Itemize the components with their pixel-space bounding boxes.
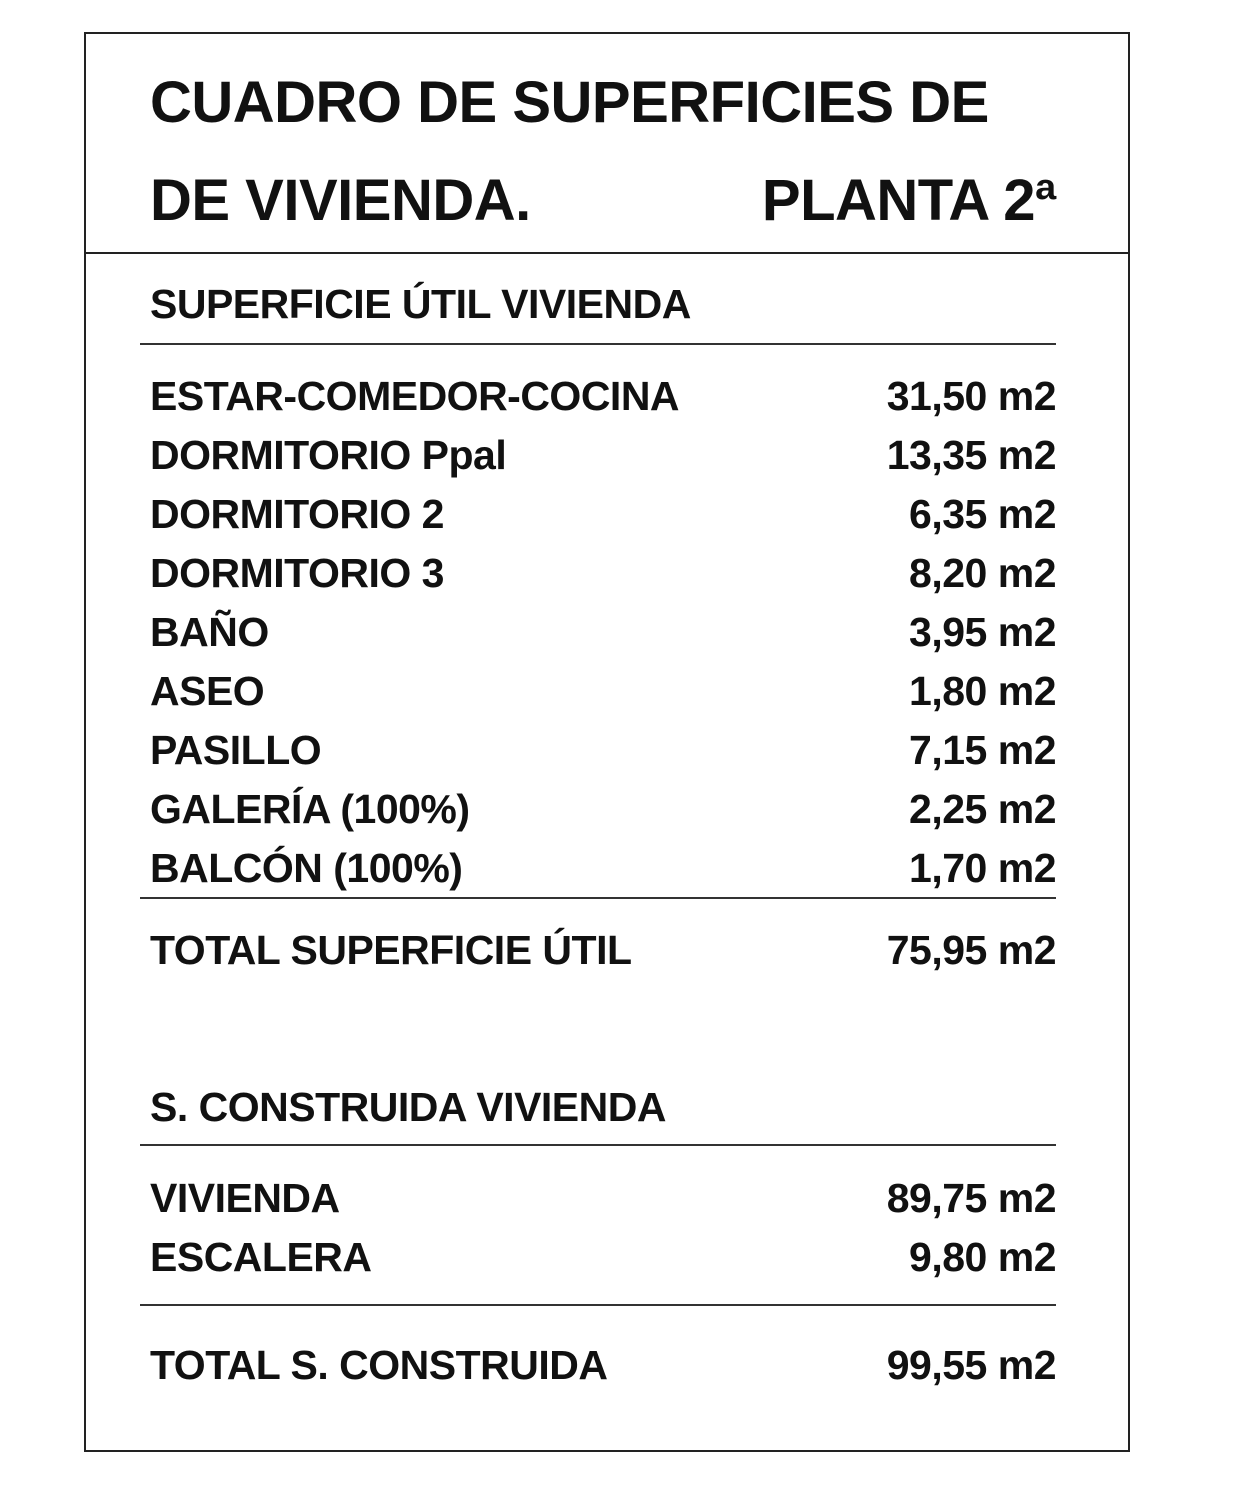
table-row <box>150 786 1056 833</box>
row-label: GALERÍA (100%) <box>150 786 470 832</box>
row-label: DORMITORIO Ppal <box>150 432 507 478</box>
total-label: TOTAL S. CONSTRUIDA <box>150 1342 608 1388</box>
title-floor-label: PLANTA 2ª <box>761 168 1056 233</box>
row-value: 3,95 m2 <box>909 609 1056 655</box>
row-value: 9,80 m2 <box>909 1234 1056 1280</box>
table-title-line-1: CUADRO DE SUPERFICIES DE <box>150 70 989 135</box>
row-value: 2,25 m2 <box>909 786 1056 832</box>
table-row <box>150 668 1056 715</box>
row-value: 1,70 m2 <box>909 845 1056 891</box>
total-value: 75,95 m2 <box>886 927 1056 973</box>
row-label: DORMITORIO 3 <box>150 550 444 596</box>
row-label: ASEO <box>150 668 265 714</box>
row-label: DORMITORIO 2 <box>150 491 444 537</box>
row-label: PASILLO <box>150 727 322 773</box>
row-value: 89,75 m2 <box>886 1175 1056 1221</box>
construida-section-heading: S. CONSTRUIDA VIVIENDA <box>150 1084 666 1130</box>
row-label: ESTAR-COMEDOR-COCINA <box>150 373 680 419</box>
table-row <box>150 373 1056 420</box>
util-total-rule <box>140 897 1056 899</box>
table-row <box>150 491 1056 538</box>
row-label: VIVIENDA <box>150 1175 340 1221</box>
table-row <box>150 845 1056 892</box>
total-value: 99,55 m2 <box>886 1342 1056 1388</box>
table-row <box>150 550 1056 597</box>
row-label: BAÑO <box>150 609 269 655</box>
row-label: BALCÓN (100%) <box>150 845 463 891</box>
table-row <box>150 727 1056 774</box>
table-title-line-2 <box>150 168 1056 233</box>
row-value: 1,80 m2 <box>909 668 1056 714</box>
row-label: ESCALERA <box>150 1234 372 1280</box>
row-value: 31,50 m2 <box>886 373 1056 419</box>
construida-heading-rule <box>140 1144 1056 1146</box>
title-dwelling-label: DE VIVIENDA. <box>150 168 531 233</box>
row-value: 6,35 m2 <box>909 491 1056 537</box>
row-value: 8,20 m2 <box>909 550 1056 596</box>
construida-total-row <box>150 1342 1056 1389</box>
table-row <box>150 1234 1056 1281</box>
construida-total-rule <box>140 1304 1056 1306</box>
row-value: 7,15 m2 <box>909 727 1056 773</box>
util-heading-rule <box>140 343 1056 345</box>
row-value: 13,35 m2 <box>886 432 1056 478</box>
total-label: TOTAL SUPERFICIE ÚTIL <box>150 927 632 973</box>
util-total-row <box>150 927 1056 974</box>
table-row <box>150 1175 1056 1222</box>
table-row <box>150 609 1056 656</box>
util-section-heading: SUPERFICIE ÚTIL VIVIENDA <box>150 281 691 327</box>
header-divider <box>84 252 1130 254</box>
table-row <box>150 432 1056 479</box>
